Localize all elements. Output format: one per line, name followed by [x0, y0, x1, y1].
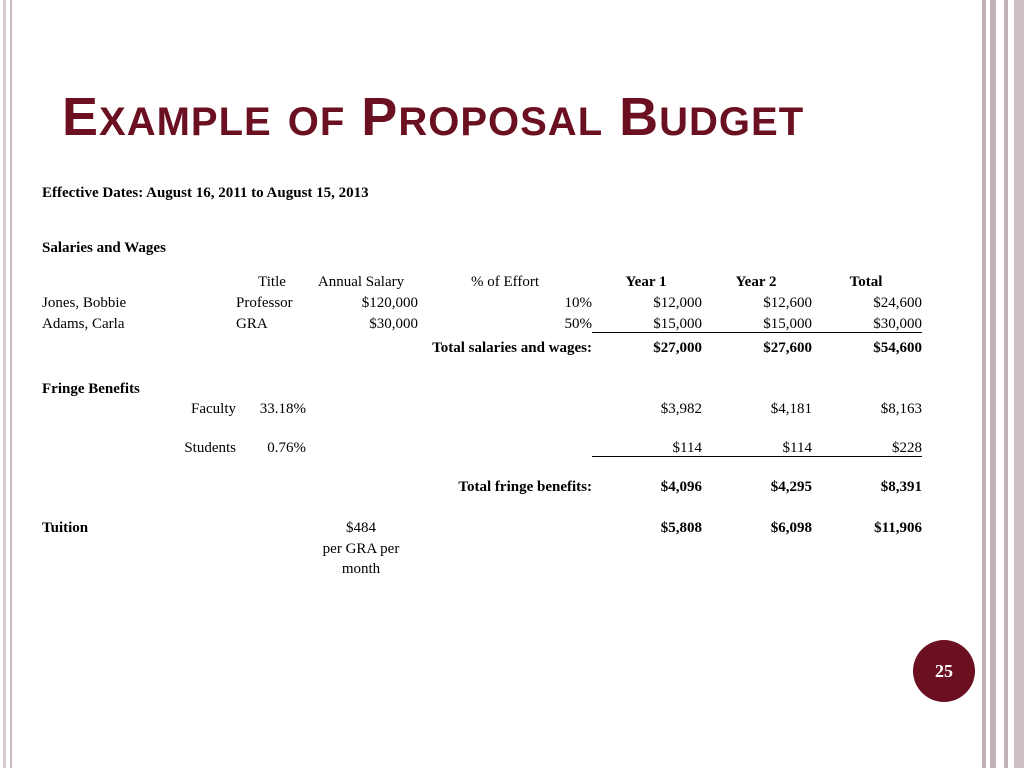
- slide-title: EXAMPLE OF PROPOSAL BUDGET: [62, 87, 805, 147]
- left-border: [0, 0, 12, 768]
- page-number-badge: [913, 640, 975, 702]
- person-effort: 50%: [564, 316, 592, 332]
- person-salary: $120,000: [361, 295, 418, 311]
- tuition-rate: $484: [346, 520, 376, 536]
- total-salaries-year1: $27,000: [653, 340, 702, 356]
- person-salary: $30,000: [369, 316, 418, 332]
- total-fringe-total: $8,391: [880, 479, 922, 495]
- total-fringe-year2: $4,295: [770, 479, 812, 495]
- fringe-total: $228: [892, 440, 922, 456]
- right-border-stripe: [990, 0, 996, 768]
- total-salaries-year2: $27,600: [763, 340, 812, 356]
- left-border-stripe: [3, 0, 6, 768]
- tuition-year1: $5,808: [660, 520, 702, 536]
- tuition-year2: $6,098: [770, 520, 812, 536]
- col-header-year1: Year 1: [625, 274, 667, 290]
- total-salaries-total: $54,600: [873, 340, 922, 356]
- subtotal-rule: [592, 456, 922, 457]
- col-header-total: Total: [849, 274, 883, 290]
- fringe-year2: $4,181: [770, 401, 812, 417]
- col-header-year2: Year 2: [735, 274, 777, 290]
- tuition-rate-note: month: [341, 561, 381, 577]
- col-header-effort: % of Effort: [470, 274, 540, 290]
- fringe-heading: Fringe Benefits: [42, 381, 140, 397]
- person-year2: $15,000: [763, 316, 812, 332]
- person-year1: $15,000: [653, 316, 702, 332]
- person-effort: 10%: [564, 295, 592, 311]
- tuition-label: Tuition: [42, 520, 89, 536]
- person-title: GRA: [236, 316, 268, 332]
- person-total: $24,600: [873, 295, 922, 311]
- fringe-label: Faculty: [191, 401, 236, 417]
- effective-dates: Effective Dates: August 16, 2011 to August 15, 2013: [42, 185, 369, 201]
- person-name: Jones, Bobbie: [42, 295, 127, 311]
- fringe-year2: $114: [782, 440, 812, 456]
- tuition-total: $11,906: [874, 520, 922, 536]
- person-year2: $12,600: [763, 295, 812, 311]
- salaries-heading: Salaries and Wages: [42, 240, 166, 256]
- page-number: 25: [935, 660, 953, 681]
- right-border-stripe: [1004, 0, 1008, 768]
- fringe-total: $8,163: [880, 401, 922, 417]
- right-border-stripe: [982, 0, 986, 768]
- person-title: Professor: [236, 295, 293, 311]
- total-fringe-label: Total fringe benefits:: [458, 479, 592, 495]
- subtotal-rule: [592, 332, 922, 333]
- fringe-rate: 0.76%: [267, 440, 306, 456]
- fringe-year1: $3,982: [660, 401, 702, 417]
- person-name: Adams, Carla: [42, 316, 125, 332]
- tuition-rate-note: per GRA per: [322, 541, 400, 557]
- col-header-title: Title: [258, 274, 286, 290]
- fringe-label: Students: [184, 440, 236, 456]
- col-header-annual-salary: Annual Salary: [317, 274, 405, 290]
- total-fringe-year1: $4,096: [660, 479, 702, 495]
- fringe-rate: 33.18%: [259, 401, 306, 417]
- right-border-stripe: [1014, 0, 1024, 768]
- fringe-year1: $114: [672, 440, 702, 456]
- person-total: $30,000: [873, 316, 922, 332]
- person-year1: $12,000: [653, 295, 702, 311]
- total-salaries-label: Total salaries and wages:: [432, 340, 592, 356]
